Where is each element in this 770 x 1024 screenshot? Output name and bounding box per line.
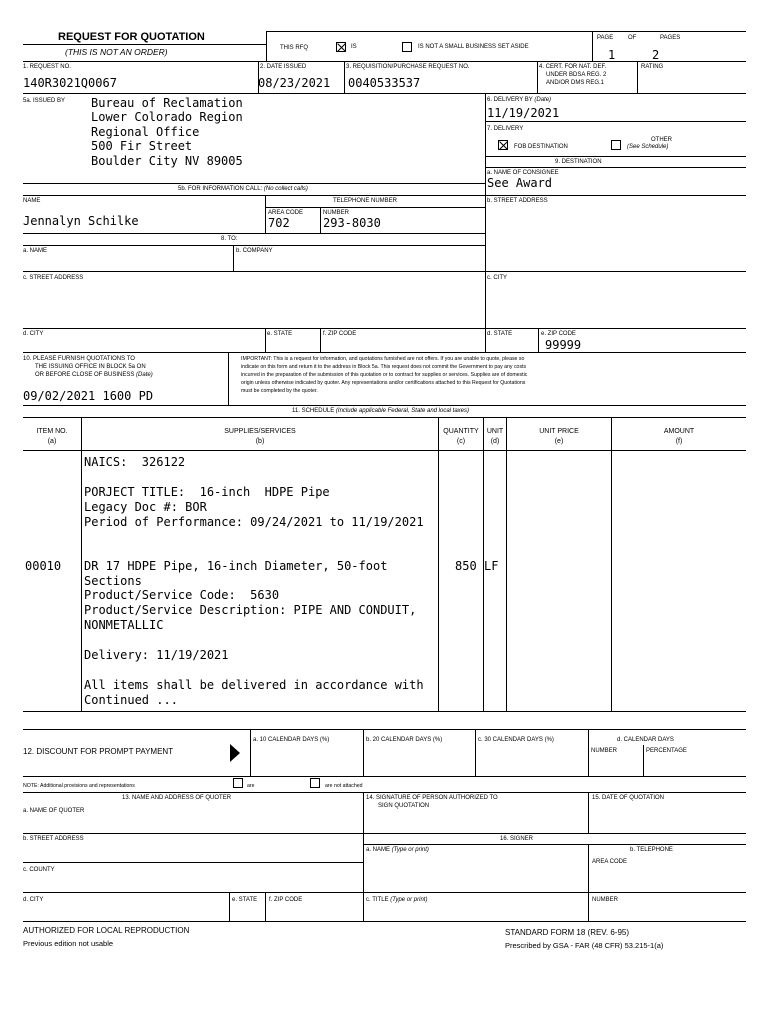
note-are-label: are bbox=[247, 783, 255, 789]
col-unit-sub: (d) bbox=[490, 438, 500, 445]
signer-type-or-print: (Type or print) bbox=[391, 847, 429, 853]
col-supplies-title: SUPPLIES/SERVICES bbox=[224, 428, 296, 435]
delivery-date-word: (Date) bbox=[534, 97, 552, 103]
discount-30-label: c. 30 CALENDAR DAYS (%) bbox=[478, 737, 554, 743]
rule-h-4 bbox=[485, 156, 746, 157]
rule-h-16 bbox=[23, 450, 746, 451]
dest-zip-label: e. ZIP CODE bbox=[541, 331, 576, 337]
footer-left-1: AUTHORIZED FOR LOCAL REPRODUCTION bbox=[23, 926, 190, 935]
rule-v-12 bbox=[228, 352, 229, 405]
quotation-due-date: 09/02/2021 1600 PD bbox=[23, 389, 154, 403]
destination-label: 9. DESTINATION bbox=[555, 159, 602, 165]
cert-label-1: 4. CERT. FOR NAT. DEF. bbox=[539, 64, 607, 70]
rule-h-25 bbox=[23, 921, 746, 922]
rule-h-10 bbox=[23, 245, 485, 246]
col-qty-sub: (c) bbox=[456, 438, 466, 445]
of-label: OF bbox=[628, 35, 637, 41]
cert-label-2: UNDER BDSA REG. 2 bbox=[546, 72, 607, 78]
rule-h-header-top bbox=[266, 31, 746, 32]
furnish-label-3-text: OR BEFORE CLOSE OF BUSINESS bbox=[35, 372, 135, 378]
furnish-label-2: THE ISSUING OFFICE IN BLOCK 5a ON bbox=[35, 364, 146, 370]
rule-h-phone bbox=[265, 207, 485, 208]
rule-v-21 bbox=[588, 729, 589, 776]
fob-destination-checkbox[interactable] bbox=[498, 140, 508, 150]
col-qty-title: QUANTITY bbox=[443, 428, 479, 435]
schedule-line-9: Sections bbox=[84, 574, 142, 588]
col-unit-title: UNIT bbox=[486, 428, 504, 435]
rule-h-12 bbox=[23, 328, 746, 329]
delivery-label: 7. DELIVERY bbox=[487, 126, 524, 132]
page-label: PAGE bbox=[597, 35, 614, 41]
discount-calendar-days-label: d. CALENDAR DAYS bbox=[617, 737, 674, 743]
rule-v-17 bbox=[611, 417, 612, 711]
is-label: IS bbox=[351, 44, 357, 50]
info-call-label bbox=[178, 186, 308, 193]
to-city-label: d. CITY bbox=[23, 331, 44, 337]
area-code-label: AREA CODE bbox=[268, 210, 304, 216]
col-qty-header bbox=[439, 427, 483, 447]
consignee-label: a. NAME OF CONSIGNEE bbox=[487, 170, 559, 176]
schedule-line-10: Product/Service Code: 5630 bbox=[84, 588, 280, 602]
rule-v-10 bbox=[320, 328, 321, 352]
requisition-label: 3. REQUISITION/PURCHASE REQUEST NO. bbox=[346, 64, 470, 70]
rule-v-20 bbox=[475, 729, 476, 776]
schedule-line-17: Continued ... bbox=[84, 693, 178, 707]
rule-h-15 bbox=[23, 417, 746, 418]
rule-h-11 bbox=[23, 271, 746, 272]
rule-v-8 bbox=[233, 245, 234, 271]
rule-v-5 bbox=[485, 93, 486, 352]
area-code: 702 bbox=[268, 216, 290, 230]
col-amount-sub: (f) bbox=[675, 438, 683, 445]
provisions-are-checkbox[interactable] bbox=[233, 778, 243, 788]
note-label: NOTE: Additional provisions and representations bbox=[23, 783, 135, 789]
quotation-date-label: 15. DATE OF QUOTATION bbox=[592, 795, 665, 801]
quoter-state-label: e. STATE bbox=[232, 897, 258, 903]
rule-h-13 bbox=[23, 352, 746, 353]
rule-h-2 bbox=[23, 93, 746, 94]
info-call-note: (No collect calls) bbox=[263, 186, 308, 192]
schedule-line-5: Period of Performance: 09/24/2021 to 11/19/2021 bbox=[84, 515, 424, 529]
fob-destination-label: FOB DESTINATION bbox=[514, 144, 568, 150]
rule-v-25 bbox=[588, 844, 589, 921]
requisition-no: 0040533537 bbox=[348, 76, 421, 90]
rule-h-5 bbox=[485, 167, 746, 168]
dest-state-label: d. STATE bbox=[487, 331, 513, 337]
issued-by-line-3: Regional Office bbox=[91, 125, 200, 139]
rule-v-14 bbox=[438, 417, 439, 711]
dest-zip: 99999 bbox=[545, 338, 582, 352]
provisions-are-not-checkbox[interactable] bbox=[310, 778, 320, 788]
rule-v-18 bbox=[250, 729, 251, 776]
rule-v-3 bbox=[537, 61, 538, 93]
col-price-sub: (e) bbox=[554, 438, 564, 445]
signer-number-label: NUMBER bbox=[592, 897, 619, 903]
rule-h-header-title bbox=[23, 44, 266, 45]
rule-v-16 bbox=[506, 417, 507, 711]
item-unit: LF bbox=[484, 559, 499, 573]
phone-number-label: NUMBER bbox=[323, 210, 350, 216]
footer-right-1: STANDARD FORM 18 (REV. 6-95) bbox=[505, 928, 630, 937]
signer-title-label bbox=[366, 897, 427, 904]
issued-by-line-5: Boulder City NV 89005 bbox=[91, 154, 243, 168]
col-supplies-header bbox=[82, 427, 438, 447]
issued-by-line-4: 500 Fir Street bbox=[91, 139, 193, 153]
furnish-date-word: (Date) bbox=[136, 372, 153, 378]
form-title: REQUEST FOR QUOTATION bbox=[58, 31, 205, 43]
schedule-title bbox=[292, 408, 469, 415]
rule-v-26 bbox=[229, 892, 230, 921]
cert-label-3: AND/OR DMS REG.1 bbox=[546, 80, 605, 86]
schedule-title-text: 11. SCHEDULE bbox=[292, 408, 335, 414]
quoter-name-label: a. NAME OF QUOTER bbox=[23, 808, 85, 814]
rule-v-19 bbox=[363, 729, 364, 776]
rule-v-23 bbox=[363, 792, 364, 921]
request-no: 140R3021Q0067 bbox=[23, 76, 117, 90]
discount-10-label: a. 10 CALENDAR DAYS (%) bbox=[253, 737, 330, 743]
col-price-header bbox=[507, 427, 611, 447]
delivery-by-text: 6. DELIVERY BY bbox=[487, 97, 533, 103]
important-line-5: must be completed by the quoter. bbox=[241, 388, 318, 394]
request-no-label: 1. REQUEST NO. bbox=[23, 64, 71, 70]
phone-number: 293-8030 bbox=[323, 216, 381, 230]
col-amount-header bbox=[612, 427, 746, 447]
other-delivery-checkbox[interactable] bbox=[611, 140, 621, 150]
see-schedule-label: (See Schedule) bbox=[627, 144, 669, 150]
rule-h-7 bbox=[23, 183, 485, 184]
furnish-label-3 bbox=[35, 372, 153, 379]
rule-v-9 bbox=[265, 328, 266, 352]
pages-total: 2 bbox=[652, 48, 660, 62]
rule-h-9 bbox=[23, 233, 485, 234]
signer-name-text: a. NAME bbox=[366, 847, 391, 853]
quoter-city-label: d. CITY bbox=[23, 897, 44, 903]
schedule-line-8: DR 17 HDPE Pipe, 16-inch Diameter, 50-foot bbox=[84, 559, 388, 573]
signer-title-text: c. TITLE bbox=[366, 897, 389, 903]
rule-v-header-1 bbox=[266, 31, 267, 61]
signature-label-1: 14. SIGNATURE OF PERSON AUTHORIZED TO bbox=[366, 795, 498, 801]
schedule-line-12: NONMETALLIC bbox=[84, 618, 164, 632]
to-zip-label: f. ZIP CODE bbox=[323, 331, 357, 337]
rule-v-2 bbox=[344, 61, 345, 93]
rating-label: RATING bbox=[641, 64, 664, 70]
rule-h-20 bbox=[23, 792, 746, 793]
other-label: OTHER bbox=[651, 137, 672, 143]
rule-h-19 bbox=[23, 776, 746, 777]
pages-label: PAGES bbox=[660, 35, 681, 41]
rule-h-6 bbox=[485, 195, 746, 196]
rule-h-17 bbox=[23, 711, 746, 712]
to-name-label: a. NAME bbox=[23, 248, 48, 254]
col-price-title: UNIT PRICE bbox=[539, 428, 579, 435]
discount-number-label: NUMBER bbox=[591, 748, 618, 754]
discount-20-label: b. 20 CALENDAR DAYS (%) bbox=[366, 737, 443, 743]
important-line-4: origin unless otherwise indicated by quoter. Any representations and/or certifications attached to this Request for Quotations bbox=[241, 380, 526, 386]
signer-label: 16. SIGNER bbox=[500, 836, 534, 842]
signer-title-type-or-print: (Type or print) bbox=[390, 897, 428, 903]
this-rfq-label: THIS RFQ bbox=[280, 45, 308, 51]
rule-v-13 bbox=[81, 417, 82, 711]
rule-v-header-2 bbox=[592, 31, 593, 61]
issued-by-line-2: Lower Colorado Region bbox=[91, 110, 243, 124]
date-issued-label: 2. DATE ISSUED bbox=[260, 64, 307, 70]
rule-h-14 bbox=[23, 405, 746, 406]
rule-v-7 bbox=[320, 207, 321, 233]
signer-area-code-label: AREA CODE bbox=[592, 859, 628, 865]
is-set-aside-checkbox[interactable] bbox=[336, 42, 346, 52]
discount-label: 12. DISCOUNT FOR PROMPT PAYMENT bbox=[23, 747, 174, 756]
rule-h-21 bbox=[23, 833, 746, 834]
note-are-not-label: are not attached bbox=[325, 783, 363, 789]
rule-h-24 bbox=[23, 892, 746, 893]
quoter-zip-label: f. ZIP CODE bbox=[269, 897, 303, 903]
col-unit-header bbox=[484, 427, 506, 447]
schedule-line-1: NAICS: 326122 bbox=[84, 455, 186, 469]
rule-v-22 bbox=[643, 745, 644, 776]
schedule-line-3: PORJECT TITLE: 16-inch HDPE Pipe bbox=[84, 485, 330, 499]
item-number: 00010 bbox=[25, 559, 62, 573]
rule-v-4 bbox=[637, 61, 638, 93]
dest-city-label: c. CITY bbox=[487, 275, 508, 281]
important-line-3: incurred in the preparation of the submission of this quotation or to contract for supplies or services. Supplies are of domestic bbox=[241, 372, 528, 378]
delivery-by-date: 11/19/2021 bbox=[487, 106, 560, 120]
col-item-header bbox=[23, 427, 81, 447]
quoter-county-label: c. COUNTY bbox=[23, 867, 55, 873]
schedule-title-note: (Include applicable Federal, State and local taxes) bbox=[335, 408, 469, 414]
date-issued: 08/23/2021 bbox=[258, 76, 331, 90]
schedule-line-11: Product/Service Description: PIPE AND CONDUIT, bbox=[84, 603, 417, 617]
rule-v-1 bbox=[258, 61, 259, 93]
important-line-2: indicate on this form and return it to the address in Block 5a. This request does not commit the Government to pay any costs bbox=[241, 364, 527, 370]
signer-telephone-label: b. TELEPHONE bbox=[630, 847, 673, 853]
discount-arrow-icon bbox=[230, 744, 240, 762]
schedule-line-14: Delivery: 11/19/2021 bbox=[84, 648, 229, 662]
is-not-set-aside-checkbox[interactable] bbox=[402, 42, 412, 52]
to-street-label: c. STREET ADDRESS bbox=[23, 275, 84, 281]
quoter-section-label: 13. NAME AND ADDRESS OF QUOTER bbox=[122, 795, 232, 801]
rule-v-11 bbox=[538, 328, 539, 352]
col-item-title: ITEM NO. bbox=[36, 428, 68, 435]
issued-by-line-1: Bureau of Reclamation bbox=[91, 96, 243, 110]
delivery-by-label bbox=[487, 97, 551, 104]
item-quantity: 850 bbox=[455, 559, 477, 573]
is-not-label: IS NOT A SMALL BUSINESS SET ASIDE bbox=[418, 44, 529, 50]
rule-v-24 bbox=[588, 792, 589, 833]
signature-label-2: SIGN QUOTATION bbox=[378, 803, 430, 809]
rule-h-23 bbox=[23, 862, 363, 863]
footer-right-2: Prescribed by GSA - FAR (48 CFR) 53.215-1(a) bbox=[505, 941, 664, 950]
consignee-name: See Award bbox=[487, 176, 553, 190]
rule-h-8 bbox=[23, 195, 485, 196]
rule-v-27 bbox=[265, 892, 266, 921]
contact-name: Jennalyn Schilke bbox=[23, 214, 139, 228]
page-number: 1 bbox=[608, 48, 616, 62]
rule-v-15 bbox=[483, 417, 484, 711]
to-company-label: b. COMPANY bbox=[236, 248, 273, 254]
dest-street-label: b. STREET ADDRESS bbox=[487, 198, 548, 204]
telephone-label: TELEPHONE NUMBER bbox=[333, 198, 398, 204]
signer-name-label bbox=[366, 847, 429, 854]
rule-h-3 bbox=[485, 121, 746, 122]
rule-h-18 bbox=[23, 729, 746, 730]
to-label: 8. TO: bbox=[221, 236, 238, 242]
rule-h-22 bbox=[363, 844, 746, 845]
discount-percentage-label: PERCENTAGE bbox=[646, 748, 687, 754]
col-item-sub: (a) bbox=[47, 438, 57, 445]
footer-left-2: Previous edition not usable bbox=[23, 939, 114, 948]
rule-v-6 bbox=[265, 195, 266, 233]
important-line-1: IMPORTANT: This is a request for information, and quotations furnished are not offers. If you are unable to quote, please so bbox=[241, 356, 525, 362]
to-state-label: e. STATE bbox=[267, 331, 293, 337]
col-supplies-sub: (b) bbox=[255, 438, 265, 445]
contact-name-label: NAME bbox=[23, 198, 41, 204]
col-amount-title: AMOUNT bbox=[663, 428, 695, 435]
quoter-street-label: b. STREET ADDRESS bbox=[23, 836, 84, 842]
schedule-line-4: Legacy Doc #: BOR bbox=[84, 500, 207, 514]
issued-by-label: 5a. ISSUED BY bbox=[23, 98, 66, 104]
furnish-label-1: 10. PLEASE FURNISH QUOTATIONS TO bbox=[23, 356, 135, 362]
info-call-text: 5b. FOR INFORMATION CALL: bbox=[178, 186, 263, 192]
form-subtitle: (THIS IS NOT AN ORDER) bbox=[65, 47, 168, 57]
schedule-line-16: All items shall be delivered in accordance with bbox=[84, 678, 424, 692]
